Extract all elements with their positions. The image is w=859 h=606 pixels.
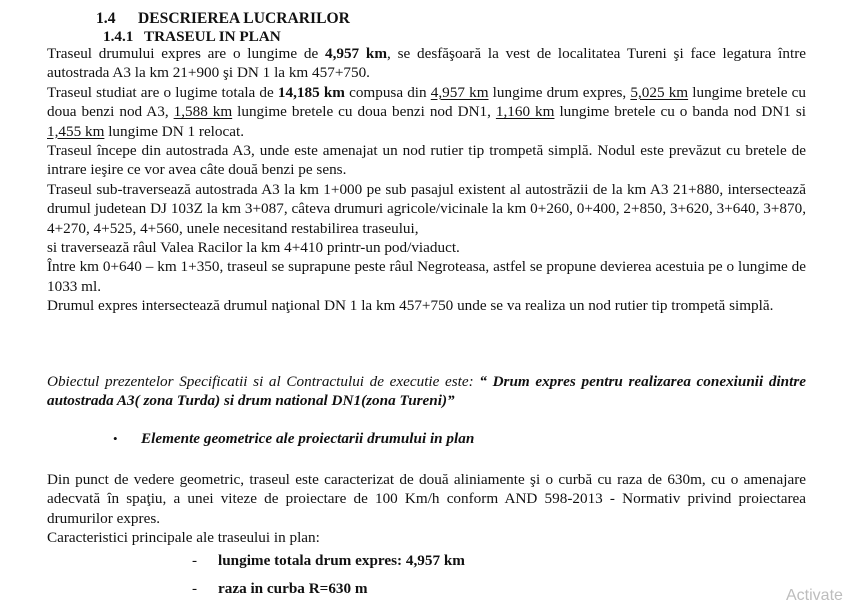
- section-title: DESCRIEREA LUCRARILOR: [138, 10, 350, 27]
- paragraph-crossings: Traseul sub-traversează autostrada A3 la km 1+000 pe sub pasajul existent al autostrăzii de la km A3 21+880, intersectează drumul judetean DJ 103Z la km 3+087, câteva drumuri agricole/vicinale la km 0+260, 0+400, 2+850, 3+620, 3+640, 3+870, 4+270, 4+525, 4+560, unele necesitand restabilirea traseului, si traversează râul Valea Racilor la km 4+410 printr-un pod/viaduct.: [47, 180, 806, 257]
- bullet-item: [113, 429, 474, 448]
- section-heading: [96, 9, 350, 28]
- paragraph-geometry: Din punct de vedere geometric, traseul este caracterizat de două aliniamente şi o curbă cu raza de 630m, cu o amenajare adecvată în spaţiu, a unei viteze de proiectare de 100 Km/h conform AND 598-2013 - Normativ privind proiectarea drumurilor expres.: [47, 471, 806, 527]
- paragraph-start: Traseul începe din autostrada A3, unde este amenajat un nod rutier tip trompetă simplă. Nodul este prevăzut cu bretele de intrare ieşire ce vor avea câte două benzi pe sens.: [47, 142, 806, 179]
- route-description: [47, 44, 806, 316]
- contract-objective: Obiectul prezentelor Specificatii si al Contractului de executie este: “ Drum expres pentru realizarea conexiunii dintre autostrada A3( zona Turda) si drum national DN1(zona Tureni)”: [47, 373, 806, 410]
- paragraph-dn1-junction: Drumul expres intersectează drumul naţional DN 1 la km 457+750 unde se va realiza un nod rutier tip trompetă simplă.: [47, 297, 774, 315]
- paragraph-river-deviation: Între km 0+640 – km 1+350, traseul se suprapune peste râul Negroteasa, astfel se propune devierea acestuia pe o lungime de 1033 ml.: [47, 258, 806, 295]
- geometry-description: [47, 470, 806, 548]
- bullet-text: Elemente geometrice ale proiectarii drumului in plan: [141, 430, 475, 447]
- subsection-number: 1.4.1: [103, 28, 134, 45]
- paragraph-characteristics: Caracteristici principale ale traseului in plan:: [47, 529, 320, 547]
- paragraph-total-length: Traseul studiat are o lugime totala de 14,185 km compusa din 4,957 km lungime drum expres, 5,025 km lungime bretele cu doua benzi nod A3, 1,588 km lungime bretele cu doua benzi nod DN1, 1,160 km lungime bretele cu o banda nod DN1 si 1,455 km lungime DN 1 relocat.: [47, 83, 806, 140]
- bullet-icon: •: [113, 431, 118, 446]
- paragraph-length: Traseul drumului expres are o lungime de 4,957 km, se desfăşoară la vest de localitatea Tureni şi face legatura între autostrada A3 la km 21+900 şi DN 1 la km 457+750.: [47, 45, 806, 82]
- list-item: [192, 579, 368, 598]
- list-item: [192, 551, 465, 570]
- subsection-title: TRASEUL IN PLAN: [144, 28, 281, 45]
- dash-icon: -: [192, 552, 198, 569]
- section-number: 1.4: [96, 10, 116, 27]
- activate-watermark: Activate: [786, 587, 843, 604]
- list-item-text: raza in curba R=630 m: [218, 580, 368, 597]
- dash-icon: -: [192, 580, 198, 597]
- list-item-text: lungime totala drum expres: 4,957 km: [218, 552, 465, 569]
